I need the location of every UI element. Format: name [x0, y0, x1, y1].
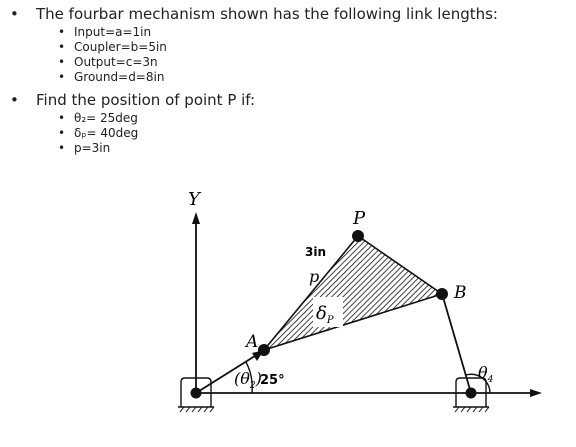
- task-text: • Find the position of point P if:: [8, 90, 568, 110]
- label-b: B: [454, 283, 467, 303]
- link-coupler: • Coupler=b=5in: [8, 40, 568, 55]
- x-axis-arrowhead: [530, 389, 542, 397]
- theta2-symbol: $(\theta_2)$: [234, 369, 262, 391]
- given-p: • p=3in: [8, 141, 568, 156]
- p-length-note: 3in: [305, 245, 327, 259]
- joint-o2: [191, 388, 202, 399]
- label-p: P: [353, 208, 366, 229]
- coupler-triangle: [264, 236, 442, 350]
- intro-text: • The fourbar mechanism shown has the following link lengths:: [8, 4, 568, 24]
- label-p-length: p: [309, 267, 320, 286]
- joint-b: [436, 288, 448, 300]
- label-a: A: [246, 332, 259, 352]
- point-p: [352, 230, 364, 242]
- theta2-value-note: 25°: [260, 373, 285, 388]
- given-delta-p: • δₚ= 40deg: [8, 126, 568, 141]
- y-axis-arrowhead: [192, 212, 200, 224]
- given-theta2: • θ₂= 25deg: [8, 111, 568, 126]
- theta4-symbol: $\theta_4$: [478, 363, 494, 385]
- joint-o4: [466, 388, 477, 399]
- link-input: • Input=a=1in: [8, 25, 568, 40]
- joint-a: [258, 344, 270, 356]
- link-ground: • Ground=d=8in: [8, 70, 568, 85]
- delta-p-symbol: $\delta_P$: [316, 303, 334, 326]
- y-axis-label: Y: [188, 189, 200, 210]
- link-output: • Output=c=3n: [8, 55, 568, 70]
